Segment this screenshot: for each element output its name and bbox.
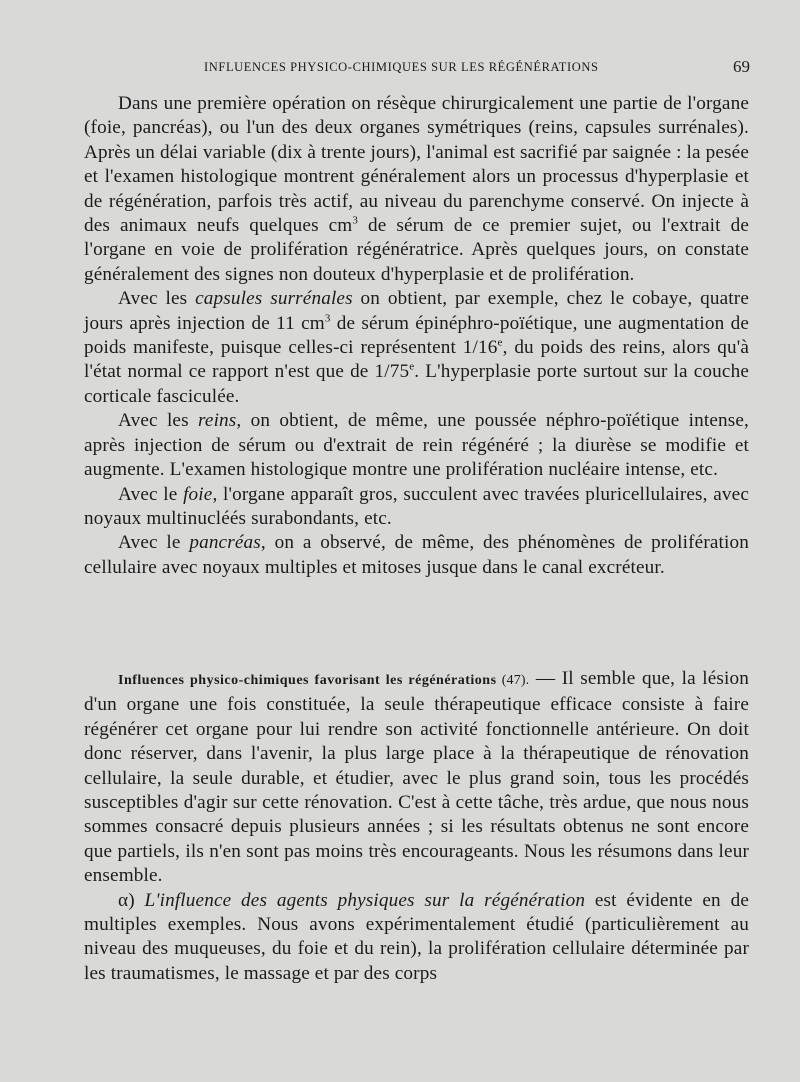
list-label: α) <box>118 889 145 911</box>
paragraph-capsules <box>84 287 749 409</box>
paragraph-foie <box>84 483 749 532</box>
running-header <box>84 57 750 81</box>
paragraph-text: est évidente en de multiples exemples. Nous avons expérimentalement étudié (particulièrement au niveau des muqueuses, du foie et du rein), la prolifération cellulaire déterminée par les traumatismes, le massage et par des corps <box>84 889 749 984</box>
italic-term: reins <box>198 410 237 432</box>
superscript: e <box>497 336 503 349</box>
italic-term: capsules surrénales <box>195 288 353 310</box>
paragraph-text: de sérum de ce premier sujet, ou l'extrait de l'organe en voie de prolifération régénératrice. Après quelques jours, on constate généralement des signes non douteux d'hyperplasie et de prolifération. <box>84 215 749 285</box>
paragraph-agents-physiques <box>84 889 749 987</box>
text-block-physico-chemical <box>84 667 749 986</box>
page-number: 69 <box>733 57 750 76</box>
superscript: 3 <box>352 214 359 227</box>
paragraph-influences <box>84 667 749 889</box>
text-block-organ-experiments <box>84 92 749 580</box>
paragraph-reins <box>84 409 749 482</box>
paragraph-text: , on a observé, de même, des phénomènes de prolifération cellulaire avec noyaux multiples et mitoses jusque dans le canal excréteur. <box>84 532 749 578</box>
reference-number: (47). <box>496 673 530 688</box>
paragraph-text: Avec le <box>118 532 190 554</box>
italic-term: pancréas <box>189 532 261 554</box>
paragraph-text: de sérum épinéphro-poïétique, une augmentation de poids manifeste, puisque celles-ci représentent 1/16 <box>84 312 749 359</box>
section-heading: Influences physico-chimiques favorisant les régénérations <box>118 673 497 688</box>
paragraph-method <box>84 92 749 287</box>
paragraph-text: Avec le <box>118 483 184 505</box>
paragraph-text: Avec les <box>118 410 198 432</box>
paragraph-text: Dans une première opération on résèque chirurgicalement une partie de l'organe (foie, pancréas), ou l'un des deux organes symétriques (reins, capsules surrénales). Après un délai variable (dix à trente jours), l'animal est sacrifié par saignée : la pesée et l'examen histologique montrent généralement alors un processus d'hyperplasie et de régénération, parfois très actif, au niveau du parenchyme conservé. On injecte à des animaux neufs quelques cm <box>84 93 749 237</box>
paragraph-text: , l'organe apparaît gros, succulent avec travées pluricellulaires, avec noyaux multinucléés surabondants, etc. <box>84 483 749 529</box>
superscript: 3 <box>324 312 331 325</box>
superscript: e <box>409 361 415 374</box>
paragraph-text: , du poids des reins, alors qu'à l'état normal ce rapport n'est que de 1/75 <box>84 337 749 383</box>
running-title: INFLUENCES PHYSICO-CHIMIQUES SUR LES RÉGÉNÉRATIONS <box>204 60 599 74</box>
paragraph-text: on obtient, par exemple, chez le cobaye, quatre jours après injection de 11 cm <box>84 288 749 334</box>
paragraph-pancreas <box>84 531 749 580</box>
italic-term: foie <box>183 483 213 505</box>
paragraph-text: , on obtient, de même, une poussée néphro-poïétique intense, après injection de sérum ou d'extrait de rein régénéré ; la diurèse se modifie et augmente. L'examen histologique montre une prolifération nucléaire intense, etc. <box>84 410 750 481</box>
italic-term: L'influence des agents physiques sur la régénération <box>144 889 586 911</box>
paragraph-text: — Il semble que, la lésion d'un organe une fois constituée, la seule thérapeutique efficace consiste à faire régénérer cet organe pour lui rendre son activité fonctionnelle antérieure. On doit donc réserver, dans l'avenir, la plus large place à la thérapeutique de rénovation cellulaire, la seule durable, et étudier, avec le plus grand soin, tous les procédés susceptibles d'agir sur cette rénovation. C'est à cette tâche, très ardue, que nous nous sommes consacré depuis plusieurs années ; si les résultats obtenus ne sont encore que partiels, ils n'en sont pas moins très encourageants. Nous les résumons dans leur ensemble. <box>84 668 749 887</box>
paragraph-text: Avec les <box>118 288 196 310</box>
paragraph-text: . L'hyperplasie porte surtout sur la couche corticale fasciculée. <box>84 361 749 407</box>
